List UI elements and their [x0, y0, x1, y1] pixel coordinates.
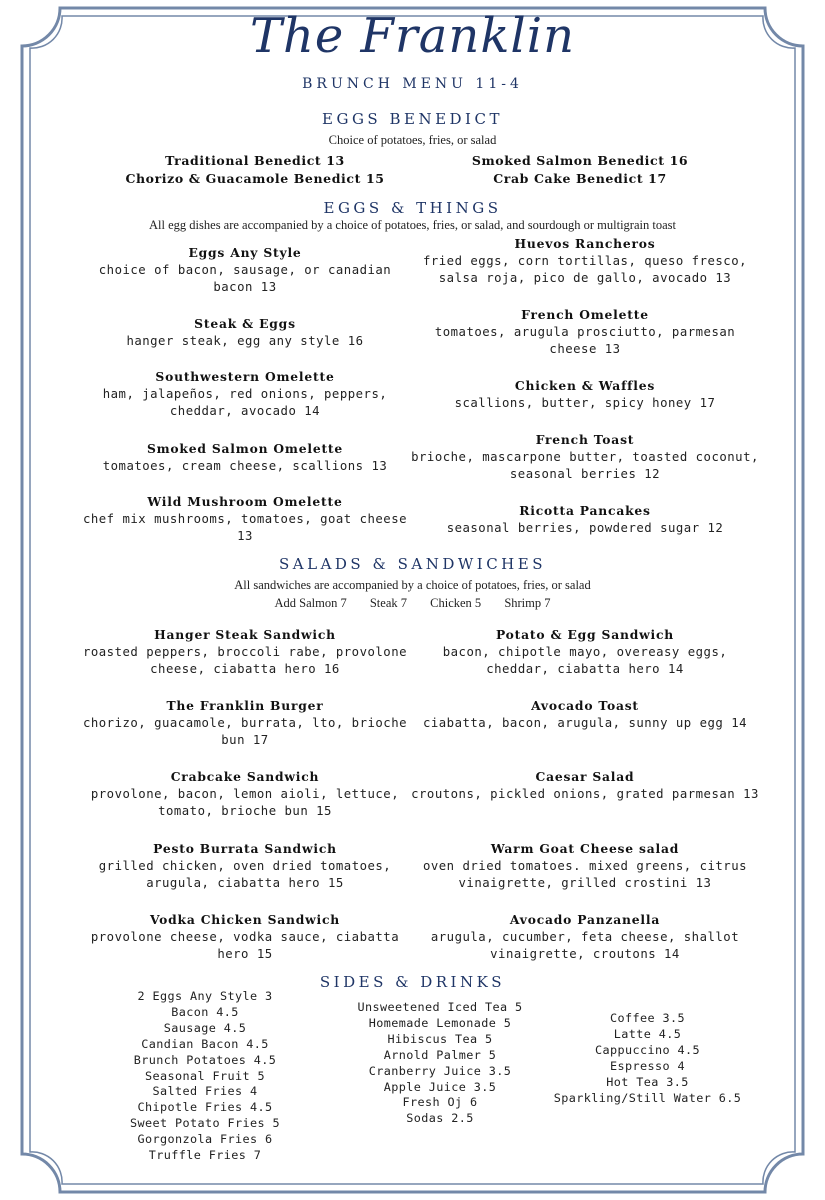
menu-item-name: Pesto Burrata Sandwich: [153, 841, 337, 856]
side-item: Chipotle Fries 4.5: [137, 1100, 273, 1115]
drink-item: Sodas 2.5: [406, 1111, 474, 1126]
drink-item: Hibiscus Tea 5: [387, 1031, 493, 1046]
side-item: Truffle Fries 7: [148, 1148, 262, 1163]
menu-item: [410, 502, 760, 537]
menu-item-desc: tomatoes, cream cheese, scallions 13: [102, 458, 388, 473]
menu-item-desc: brioche, mascarpone butter, toasted coconut, seasonal berries 12: [411, 449, 759, 481]
menu-item-desc: seasonal berries, powdered sugar 12: [446, 520, 724, 535]
menu-item-name: Caesar Salad: [535, 769, 635, 784]
menu-item-desc: grilled chicken, oven dried tomatoes, arugula, ciabatta hero 15: [98, 858, 392, 890]
menu-item: [80, 493, 410, 546]
menu-item-name: Vodka Chicken Sandwich: [149, 912, 341, 927]
menu-item-name: Chicken & Waffles: [514, 378, 656, 393]
menu-item-name: The Franklin Burger: [166, 698, 324, 713]
side-item: Sweet Potato Fries 5: [129, 1116, 281, 1131]
drink-item: Latte 4.5: [613, 1026, 682, 1041]
drink-item: Homemade Lemonade 5: [368, 1015, 512, 1030]
menu-item-name: Steak & Eggs: [194, 316, 296, 331]
hot-drinks-list: [550, 1011, 745, 1106]
menu-item-name: Wild Mushroom Omelette: [147, 494, 343, 509]
menu-item: [80, 315, 410, 350]
menu-item-name: Southwestern Omelette: [155, 369, 335, 384]
menu-item-desc: provolone cheese, vodka sauce, ciabatta hero 15: [90, 929, 400, 961]
menu-item-name: French Omelette: [521, 307, 649, 322]
eggs-benedict-heading: EGGS BENEDICT: [322, 110, 503, 128]
drink-item: Coffee 3.5: [609, 1011, 686, 1025]
menu-item: [80, 697, 410, 750]
eggs-benedict-note: Choice of potatoes, fries, or salad: [328, 133, 497, 147]
menu-item-name: Huevos Rancheros: [514, 236, 656, 251]
menu-item-desc: fried eggs, corn tortillas, queso fresco, salsa roja, pico de gallo, avocado 13: [422, 253, 748, 285]
menu-item: [80, 768, 410, 821]
menu-item: [410, 840, 760, 893]
drink-item: Unsweetened Iced Tea 5: [357, 1000, 523, 1014]
menu-item-desc: hanger steak, egg any style 16: [126, 333, 364, 348]
menu-item-desc: roasted peppers, broccoli rabe, provolone cheese, ciabatta hero 16: [82, 644, 408, 676]
menu-item: [80, 626, 410, 679]
menu-item-name: Smoked Salmon Omelette: [146, 441, 344, 456]
menu-subtitle: BRUNCH MENU 11-4: [302, 76, 523, 92]
salads-sandwiches-heading: SALADS & SANDWICHES: [279, 555, 546, 573]
menu-item-name: Hanger Steak Sandwich: [154, 627, 336, 642]
menu-item-name: Avocado Toast: [531, 698, 639, 713]
menu-item-desc: choice of bacon, sausage, or canadian bacon 13: [98, 262, 392, 294]
menu-item: [80, 368, 410, 421]
menu-item-name: Avocado Panzanella: [509, 912, 661, 927]
menu-item: [410, 431, 760, 484]
add-on-item: Add Salmon 7: [274, 596, 347, 610]
side-item: Candian Bacon 4.5: [141, 1036, 269, 1051]
menu-item-name: Smoked Salmon Benedict 16: [471, 153, 689, 168]
menu-item: [410, 697, 760, 732]
salads-sandwiches-note: All sandwiches are accompanied by a choice of potatoes, fries, or salad: [234, 578, 591, 592]
side-item: Gorgonzola Fries 6: [137, 1132, 273, 1147]
drink-item: Cranberry Juice 3.5: [368, 1063, 512, 1078]
side-item: Salted Fries 4: [152, 1084, 258, 1099]
menu-item-desc: ham, jalapeños, red onions, peppers, cheddar, avocado 14: [102, 386, 388, 418]
add-on-item: Steak 7: [369, 596, 408, 610]
drink-item: Cappuccino 4.5: [594, 1042, 701, 1057]
menu-item-name: Crabcake Sandwich: [170, 769, 320, 784]
menu-item: [410, 306, 760, 359]
menu-item-desc: ciabatta, bacon, arugula, sunny up egg 14: [422, 715, 748, 730]
drink-item: Fresh Oj 6: [402, 1095, 478, 1110]
side-item: Sausage 4.5: [163, 1020, 247, 1035]
drink-item: Arnold Palmer 5: [383, 1047, 497, 1062]
menu-item-desc: bacon, chipotle mayo, overeasy eggs, cheddar, ciabatta hero 14: [442, 644, 728, 676]
menu-item-desc: chorizo, guacamole, burrata, lto, brioche bun 17: [82, 715, 408, 747]
side-item: Brunch Potatoes 4.5: [133, 1052, 277, 1067]
menu-item-name: Warm Goat Cheese salad: [490, 841, 680, 856]
menu-item-desc: croutons, pickled onions, grated parmesan 13: [411, 786, 759, 801]
add-on-item: Chicken 5: [430, 596, 482, 610]
menu-item: [410, 235, 760, 288]
menu-item-name: French Toast: [535, 432, 635, 447]
side-item: 2 Eggs Any Style 3: [137, 989, 273, 1003]
drink-item: Sparkling/Still Water 6.5: [553, 1090, 742, 1105]
menu-item-name: Traditional Benedict 13: [165, 153, 345, 168]
menu-item-desc: oven dried tomatoes. mixed greens, citrus vinaigrette, grilled crostini 13: [422, 858, 748, 890]
menu-item: [80, 440, 410, 475]
menu-item: [80, 840, 410, 893]
sides-list: [95, 989, 315, 1164]
cold-drinks-list: [330, 1000, 550, 1127]
menu-item-name: Crab Cake Benedict 17: [493, 171, 667, 186]
side-item: Seasonal Fruit 5: [144, 1068, 266, 1083]
side-item: Bacon 4.5: [171, 1004, 239, 1019]
menu-item-desc: scallions, butter, spicy honey 17: [454, 395, 716, 410]
drink-item: Hot Tea 3.5: [606, 1074, 689, 1089]
add-on-item: Shrimp 7: [504, 596, 551, 610]
menu-item: [410, 911, 760, 964]
menu-item-name: Chorizo & Guacamole Benedict 15: [125, 171, 385, 186]
menu-item-desc: arugula, cucumber, feta cheese, shallot vinaigrette, croutons 14: [430, 929, 740, 961]
menu-item-name: Ricotta Pancakes: [519, 503, 651, 518]
menu-item-name: Eggs Any Style: [188, 245, 302, 260]
drink-item: Apple Juice 3.5: [383, 1079, 497, 1094]
drink-item: Espresso 4: [609, 1058, 686, 1073]
menu-item: [410, 768, 760, 803]
menu-item: [410, 626, 760, 679]
sides-drinks-heading: SIDES & DRINKS: [319, 973, 506, 991]
menu-item-desc: tomatoes, arugula prosciutto, parmesan cheese 13: [434, 324, 736, 356]
benedict-list-left: [100, 152, 410, 188]
restaurant-title: The Franklin: [249, 8, 576, 64]
menu-item: [80, 244, 410, 297]
menu-item-desc: chef mix mushrooms, tomatoes, goat cheese 13: [82, 511, 408, 543]
menu-item-name: Potato & Egg Sandwich: [495, 627, 675, 642]
menu-item: [80, 911, 410, 964]
menu-item-desc: provolone, bacon, lemon aioli, lettuce, tomato, brioche bun 15: [90, 786, 400, 818]
benedict-list-right: [430, 152, 730, 188]
add-ons-list: [0, 596, 825, 611]
menu-item: [410, 377, 760, 412]
eggs-things-note: All egg dishes are accompanied by a choice of potatoes, fries, or salad, and sourdough or multigrain toast: [149, 218, 676, 232]
eggs-things-heading: EGGS & THINGS: [323, 199, 502, 217]
